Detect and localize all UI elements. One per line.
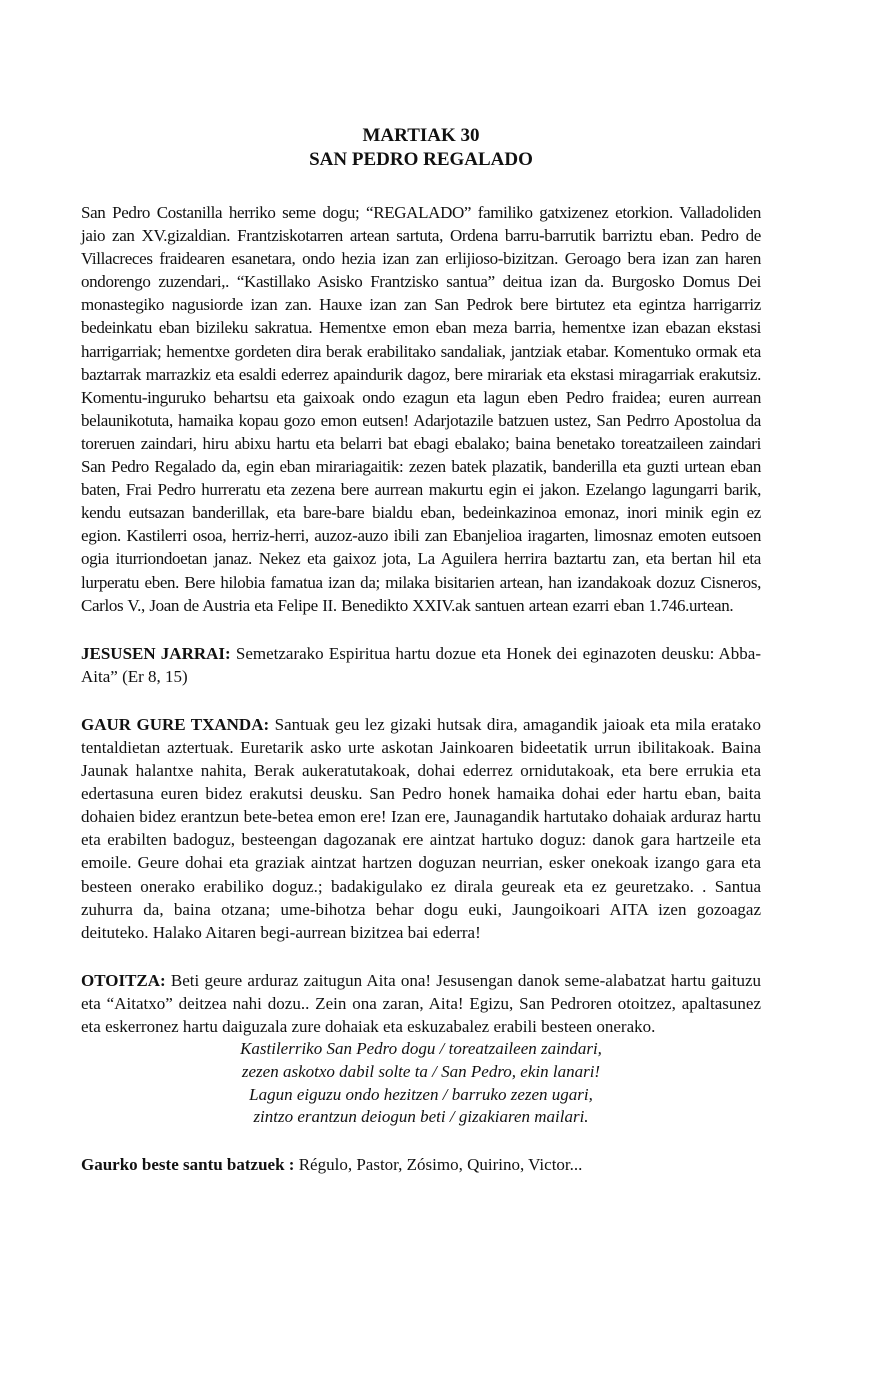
otoitza-label: OTOITZA: bbox=[81, 970, 166, 990]
jesusen-jarrai-label: JESUSEN JARRAI: bbox=[81, 643, 231, 663]
other-saints-text: Régulo, Pastor, Zósimo, Quirino, Victor... bbox=[298, 1155, 583, 1175]
poem-line: Kastilerriko San Pedro dogu / toreatzaileen zaindari, bbox=[240, 1039, 602, 1059]
poem-line: zezen askotxo dabil solte ta / San Pedro, ekin lanari! bbox=[241, 1061, 601, 1081]
prayer-poem bbox=[81, 1038, 761, 1129]
jesusen-jarrai-section bbox=[81, 642, 761, 688]
intro-paragraph: San Pedro Costanilla herriko seme dogu; “REGALADO” familiko gatxizenez etorkion. Valladoliden jaio zan XV.gizaldian. Frantziskotarren artean sartuta, Ordena barru-barrutik barriztu eban. Pedro de Villacreces fraidearen esanetara, ondo hezia izan zan erlijioso-bizitzan. Geroago bera izan zan haren ondorengo zuzendari,. “Kastillako Asisko Frantzisko santua” deitua izan da. Burgosko Domus Dei monastegiko nagusiorde izan zan. Hauxe izan zan San Pedrok bere birtutez eta egintza harrigarriz bedeinkatu eban bizileku sakratua. Hementxe emon eban meza barria, hementxe izan ebazan ekstasi harrigarriak; hementxe gordeten dira berak erabilitako sandaliak, jantziak etabar. Komentuko ormak eta baztarrak marrazkiz eta esaldi ederrez apaindurik dagoz, bere mirariak eta ekstasi miragarriak erakutsiz. Komentu-inguruko behartsu eta gaixoak ondo ezagun eta lagun eben Pedro fraidea; euren aurrean belaunikotuta, hamaika kopau gozo emon eutsen! Adarjotazile batzuen ustez, San Pedrro Apostolua da toreruen zaindari, hiru abixu hartu eta belarri bat ebagi ebalako; baina benetako toreatzaileen zaindari San Pedro Regalado da, egin eban mirariagaitik: zezen batek plazatik, banderilla eta guzti urtean eban baten, Frai Pedro hurreratu eta zezena bere aurrean makurtu egin ei jakon. Ezelango lagungarri barik, kendu eutsazan banderillak, eta bare-bare bialdu eban, bedeinkazinoa emonaz, inori minik egin ez egion. Kastilerri osoa, herriz-herri, auzoz-auzo ibili zan Ebanjelioa iragarten, limosnaz emoten eutsoen ogia iturriondoetan janaz. Nekez eta gaixoz jota, La Aguilera herrira baztartu zan, eta bertan hil eta lurperatu eben. Bere hilobia famatua izan da; milaka bisitarien artean, han izandakoak dozuz Cisneros, Carlos V., Joan de Austria eta Felipe II. Benedikto XXIV.ak santuen artean ezarri eban 1.746.urtean. bbox=[81, 203, 761, 615]
poem-line: Lagun eiguzu ondo hezitzen / barruko zezen ugari, bbox=[249, 1084, 593, 1104]
document-page bbox=[81, 124, 761, 1176]
otoitza-text: Beti geure arduraz zaitugun Aita ona! Jesusengan danok seme-alabatzat hartu gaituzu eta “Aitatxo” deitzea nahi dozu.. Zein ona zaran, Aita! Egizu, San Pedroren otoitzez, apaltasunez eta eskerronez hartu daiguzala zure dohaiak eta eskuzabalez erabili besteen onerako. bbox=[81, 970, 761, 1036]
jesusen-jarrai-text: Semetzarako Espiritua hartu dozue eta Honek dei eginazoten deusku: Abba-Aita” (Er 8, 15) bbox=[81, 643, 762, 686]
gaur-gure-txanda-section bbox=[81, 713, 761, 944]
otoitza-section bbox=[81, 969, 761, 1038]
gaur-gure-txanda-label: GAUR GURE TXANDA: bbox=[81, 714, 270, 734]
poem-line: zintzo erantzun deiogun beti / gizakiaren mailari. bbox=[253, 1107, 589, 1127]
other-saints-label: Gaurko beste santu batzuek : bbox=[81, 1155, 295, 1175]
gaur-gure-txanda-text: Santuak geu lez gizaki hutsak dira, amagandik jaioak eta mila eratako tentaldietan aztertuak. Euretarik asko urte askotan Jainkoaren bideetatik urrun ibilitakoak. Baina Jaunak halantxe nahita, Berak aukeratutakoak, dohai ederrez ornidutakoak, eta bere errukia eta edertasuna euren bidez erakutsi deusku. San Pedro honek hamaika dohai eder hartu eban, baita dohaien bidez erantzun bete-betea emon ere! Izan ere, Jaunagandik hartutako dohaiak arduraz hartu eta erabilten badoguz, besteengan dagozanak ere aintzat hartuko doguz: danok gara hartzeile eta emoile. Geure dohai eta graziak aintzat hartzen doguzan neurrian, esker onekoak izango gara eta besteen onerako erabiliko doguz.; badakigulako ez dirala geureak eta ez geuretzako. . Santua zuhurra da, baina otzana; ume-bihotza behar dogu euki, Jaungoikoari AITA izen gozoagaz deituteko. Halako Aitaren begi-aurrean bizitzea bai ederra! bbox=[81, 714, 762, 942]
saint-name-heading: SAN PEDRO REGALADO bbox=[309, 149, 533, 170]
date-heading: MARTIAK 30 bbox=[362, 125, 480, 146]
other-saints-line bbox=[81, 1153, 761, 1176]
title-block bbox=[81, 124, 761, 172]
